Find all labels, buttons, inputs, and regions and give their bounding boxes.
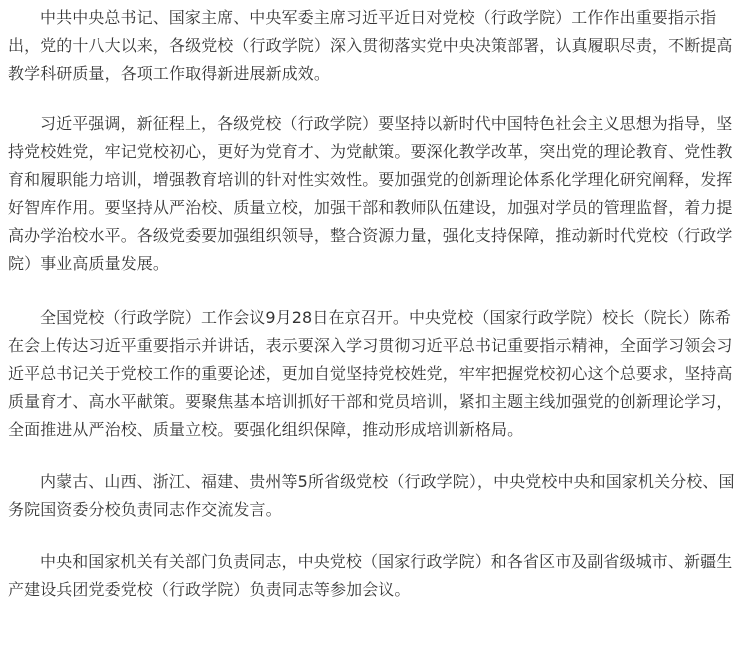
paragraph-5: 中央和国家机关有关部门负责同志，中央党校（国家行政学院）和各省区市及副省级城市、新疆生产建设兵团党委党校（行政学院）负责同志等参加会议。 (8, 552, 733, 599)
article-body (0, 4, 747, 604)
paragraph-2: 习近平强调，新征程上，各级党校（行政学院）要坚持以新时代中国特色社会主义思想为指导，坚持党校姓党，牢记党校初心，更好为党育才、为党献策。要深化教学改革，突出党的理论教育、党性教育和履职能力培训，增强教育培训的针对性实效性。要加强党的创新理论体系化学理化研究阐释，发挥好智库作用。要坚持从严治校、质量立校，加强干部和教师队伍建设，加强对学员的管理监督，着力提高办学治校水平。各级党委要加强组织领导，整合资源力量，强化支持保障，推动新时代党校（行政学院）事业高质量发展。 (8, 114, 733, 273)
paragraph-1: 中共中央总书记、国家主席、中央军委主席习近平近日对党校（行政学院）工作作出重要指示指出，党的十八大以来，各级党校（行政学院）深入贯彻落实党中央决策部署，认真履职尽责，不断提高教学科研质量，各项工作取得新进展新成效。 (8, 8, 733, 83)
paragraph-4: 内蒙古、山西、浙江、福建、贵州等5所省级党校（行政学院），中央党校中央和国家机关分校、国务院国资委分校负责同志作交流发言。 (8, 472, 735, 519)
paragraph-3: 全国党校（行政学院）工作会议9月28日在京召开。中央党校（国家行政学院）校长（院长）陈希在会上传达习近平重要指示并讲话，表示要深入学习贯彻习近平总书记重要指示精神，全面学习领会习近平总书记关于党校工作的重要论述，更加自觉坚持党校姓党，牢牢把握党校初心这个总要求，坚持高质量育才、高水平献策。要聚焦基本培训抓好干部和党员培训，紧扣主题主线加强党的创新理论学习，全面推进从严治校、质量立校。要强化组织保障，推动形成培训新格局。 (8, 308, 733, 439)
